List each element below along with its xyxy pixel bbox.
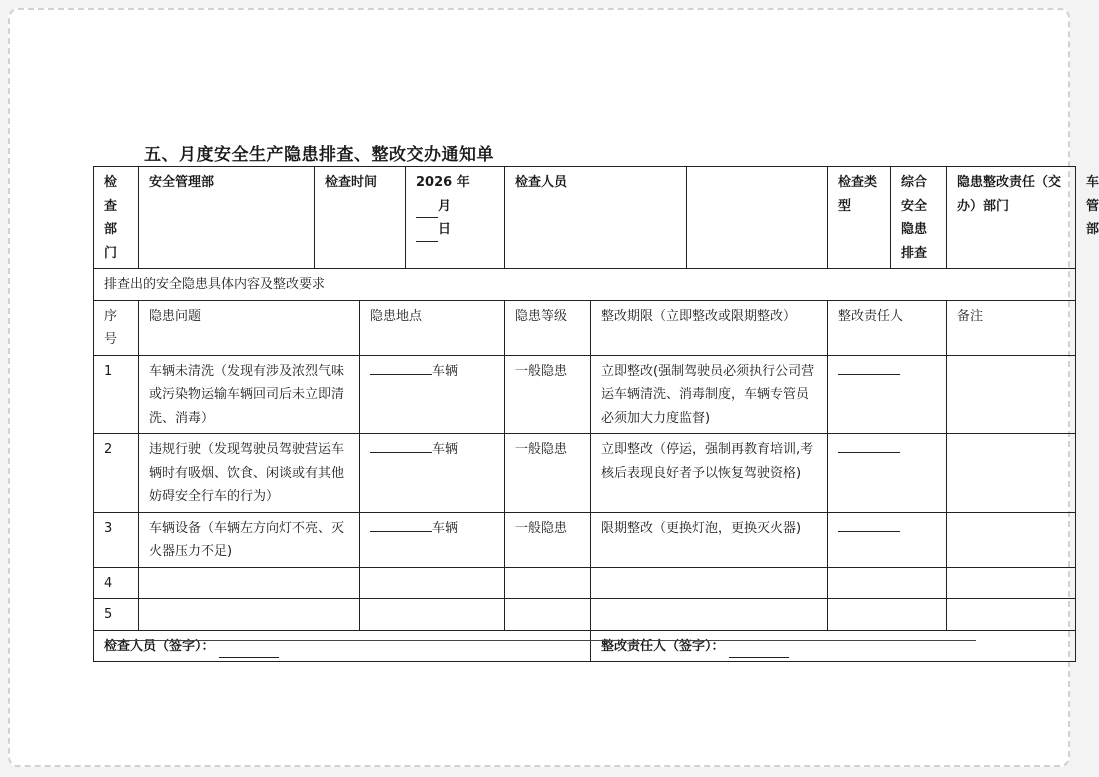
inspector-value[interactable] — [687, 167, 828, 269]
row-issue[interactable] — [139, 567, 360, 599]
row-location[interactable] — [360, 599, 505, 631]
col-deadline-header: 整改期限（立即整改或限期整改） — [591, 300, 828, 355]
date-month: 月 — [438, 198, 452, 214]
row-owner[interactable] — [828, 512, 947, 567]
location-blank[interactable] — [370, 360, 432, 375]
row-deadline: 立即整改（停运，强制再教育培训,考核后表现良好者予以恢复驾驶资格) — [591, 434, 828, 513]
row-level[interactable] — [505, 567, 591, 599]
row-location[interactable] — [360, 567, 505, 599]
col-no-header: 序号 — [94, 300, 139, 355]
dept-label: 检查部门 — [94, 167, 139, 269]
inspector-signature[interactable] — [94, 630, 591, 662]
row-no: 2 — [94, 434, 139, 513]
notice-form-table: 检查部门 安全管理部 检查时间 2026 年 月 日 检查人员 检查类型 综合安全隐患排查 隐患整改责任（交办）部门 车管部 排查出的安全隐患具体内容及整改要求 序号 隐患问题 隐患地点 隐患等级 整改期限（立即整改或限期整改） 整改责任人 备注 1 车辆未清洗（发现有涉及浓烈气味或污染物运输车辆回司后未立即清洗、消毒） 车辆 一般隐患 立即整改(强制驾驶员必须执行公司营运车辆清洗、消毒制度，车辆专管员必须加大力度监督) 2 违规行驶（发现驾驶员驾驶营运车辆时有吸烟、饮食、闲谈或有其他妨碍安全行车的行为） 车辆 一般隐患 立即整改（停运，强制再教育培训,考核后表现良好者予以恢复驾驶资格) 3 车辆设备（车辆左方向灯不亮、灭火器压力不足) 车辆 一般隐患 限期整改（更换灯泡，更换灭火器) 4 5 检查人员（签字）： 整改责任人（签字）： — [93, 166, 1076, 662]
row-remark[interactable] — [947, 434, 1076, 513]
row-deadline: 立即整改(强制驾驶员必须执行公司营运车辆清洗、消毒制度，车辆专管员必须加大力度监督) — [591, 355, 828, 434]
row-no: 5 — [94, 599, 139, 631]
section-label: 排查出的安全隐患具体内容及整改要求 — [94, 269, 1076, 301]
owner-signature[interactable] — [591, 630, 1076, 662]
row-issue: 违规行驶（发现驾驶员驾驶营运车辆时有吸烟、饮食、闲谈或有其他妨碍安全行车的行为） — [139, 434, 360, 513]
table-row — [94, 567, 1076, 599]
row-no: 3 — [94, 512, 139, 567]
row-level: 一般隐患 — [505, 512, 591, 567]
row-issue: 车辆设备（车辆左方向灯不亮、灭火器压力不足) — [139, 512, 360, 567]
date-month-line — [416, 195, 494, 219]
row-issue: 车辆未清洗（发现有涉及浓烈气味或污染物运输车辆回司后未立即清洗、消毒） — [139, 355, 360, 434]
table-row — [94, 434, 1076, 513]
type-label: 检查类型 — [828, 167, 891, 269]
row-remark[interactable] — [947, 355, 1076, 434]
row-location[interactable] — [360, 434, 505, 513]
footer-divider — [106, 640, 976, 641]
col-remark-header: 备注 — [947, 300, 1076, 355]
date-cell — [406, 167, 505, 269]
resp-dept-label: 隐患整改责任（交办）部门 — [947, 167, 1076, 269]
location-suffix: 车辆 — [432, 442, 459, 457]
row-no: 4 — [94, 567, 139, 599]
day-blank[interactable] — [416, 227, 438, 242]
row-owner[interactable] — [828, 599, 947, 631]
inspector-signature-blank[interactable] — [219, 643, 279, 658]
month-blank[interactable] — [416, 203, 438, 218]
table-row — [94, 512, 1076, 567]
time-label: 检查时间 — [315, 167, 406, 269]
table-row — [94, 599, 1076, 631]
inspector-label: 检查人员 — [505, 167, 687, 269]
owner-blank[interactable] — [838, 438, 900, 453]
row-remark[interactable] — [947, 512, 1076, 567]
row-deadline: 限期整改（更换灯泡，更换灭火器) — [591, 512, 828, 567]
col-issue-header: 隐患问题 — [139, 300, 360, 355]
row-owner[interactable] — [828, 355, 947, 434]
row-deadline[interactable] — [591, 567, 828, 599]
page-title: 五、月度安全生产隐患排查、整改交办通知单 — [144, 145, 494, 165]
date-year: 2026 年 — [416, 175, 470, 190]
owner-signature-blank[interactable] — [729, 643, 789, 658]
date-day-line — [416, 218, 494, 242]
row-location[interactable] — [360, 355, 505, 434]
owner-signature-label: 整改责任人（签字）： — [601, 638, 725, 654]
row-remark[interactable] — [947, 567, 1076, 599]
location-blank[interactable] — [370, 517, 432, 532]
location-suffix: 车辆 — [432, 520, 459, 536]
row-level: 一般隐患 — [505, 355, 591, 434]
row-deadline[interactable] — [591, 599, 828, 631]
owner-blank[interactable] — [838, 360, 900, 375]
location-suffix: 车辆 — [432, 363, 459, 379]
row-remark[interactable] — [947, 599, 1076, 631]
row-level[interactable] — [505, 599, 591, 631]
dept-value: 安全管理部 — [139, 167, 315, 269]
row-owner[interactable] — [828, 567, 947, 599]
row-no: 1 — [94, 355, 139, 434]
col-location-header: 隐患地点 — [360, 300, 505, 355]
table-row — [94, 355, 1076, 434]
col-level-header: 隐患等级 — [505, 300, 591, 355]
type-value: 综合安全隐患排查 — [891, 167, 947, 269]
location-blank[interactable] — [370, 438, 432, 453]
row-level: 一般隐患 — [505, 434, 591, 513]
row-location[interactable] — [360, 512, 505, 567]
col-owner-header: 整改责任人 — [828, 300, 947, 355]
date-day: 日 — [438, 222, 452, 237]
row-issue[interactable] — [139, 599, 360, 631]
inspector-signature-label: 检查人员（签字）： — [104, 638, 215, 654]
row-owner[interactable] — [828, 434, 947, 513]
owner-blank[interactable] — [838, 517, 900, 532]
